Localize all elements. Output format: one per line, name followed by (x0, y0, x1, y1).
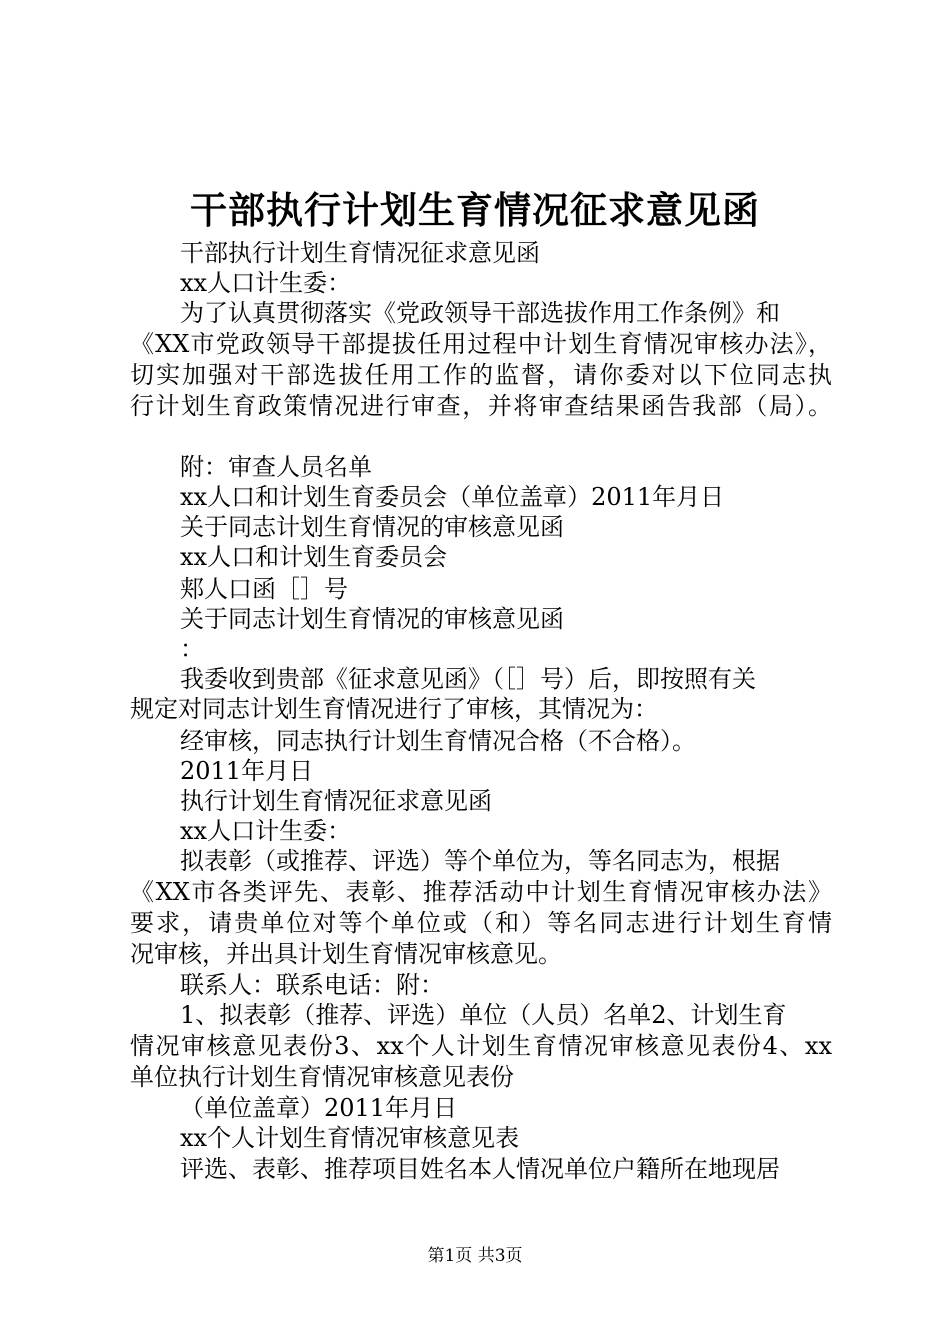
body-line: xx人口和计划生育委员会 (180, 543, 448, 571)
body-line: 关于同志计划生育情况的审核意见函 (180, 605, 564, 633)
body-line: 我委收到贵部《征求意见函》（［］号）后，即按照有关 (180, 665, 756, 693)
body-line: xx个人计划生育情况审核意见表 (180, 1124, 520, 1152)
body-line: 干部执行计划生育情况征求意见函 (180, 239, 540, 267)
body-line: 情况审核意见表份3、xx个人计划生育情况审核意见表份4、xx (130, 1032, 832, 1060)
body-line: ： (180, 635, 204, 663)
body-line: 经审核，同志执行计划生育情况合格（不合格）。 (180, 727, 696, 755)
body-line: 关于同志计划生育情况的审核意见函 (180, 513, 564, 541)
body-line: 1、拟表彰（推荐、评选）单位（人员）名单2、计划生育 (180, 1001, 787, 1029)
body-line: 评选、表彰、推荐项目姓名本人情况单位户籍所在地现居 (180, 1155, 780, 1183)
page-number: 第1页 共3页 (427, 1246, 523, 1266)
body-line: 切实加强对干部选拔任用工作的监督，请你委对以下位同志执 (130, 361, 832, 389)
body-line: 单位执行计划生育情况审核意见表份 (130, 1063, 514, 1091)
body-line: （单位盖章）2011年月日 (180, 1094, 458, 1122)
body-line: 为了认真贯彻落实《党政领导干部选拔作用工作条例》和 (180, 299, 780, 327)
body-line: xx人口计生委： (180, 817, 352, 845)
body-line: 拟表彰（或推荐、评选）等个单位为，等名同志为，根据 (180, 847, 780, 875)
body-line: 郏人口函［］号 (180, 575, 348, 603)
document-title: 干部执行计划生育情况征求意见函 (190, 188, 760, 232)
body-line: 附：审查人员名单 (180, 453, 372, 481)
body-line: 2011年月日 (180, 757, 314, 785)
body-line: 行计划生育政策情况进行审查，并将审查结果函告我部（局）。 (130, 392, 832, 420)
body-line: 规定对同志计划生育情况进行了审核，其情况为： (130, 695, 658, 723)
body-line: xx人口和计划生育委员会（单位盖章）2011年月日 (180, 483, 725, 511)
body-line: xx人口计生委： (180, 269, 352, 297)
body-line: 况审核，并出具计划生育情况审核意见。 (130, 940, 562, 968)
body-line: 《XX市党政领导干部提拔任用过程中计划生育情况审核办法》， (130, 330, 832, 358)
body-line: 要求，请贵单位对等个单位或（和）等名同志进行计划生育情 (130, 909, 832, 937)
body-line: 联系人：联系电话：附： (180, 971, 444, 999)
body-line: 执行计划生育情况征求意见函 (180, 787, 492, 815)
body-line: 《XX市各类评先、表彰、推荐活动中计划生育情况审核办法》 (130, 878, 832, 906)
